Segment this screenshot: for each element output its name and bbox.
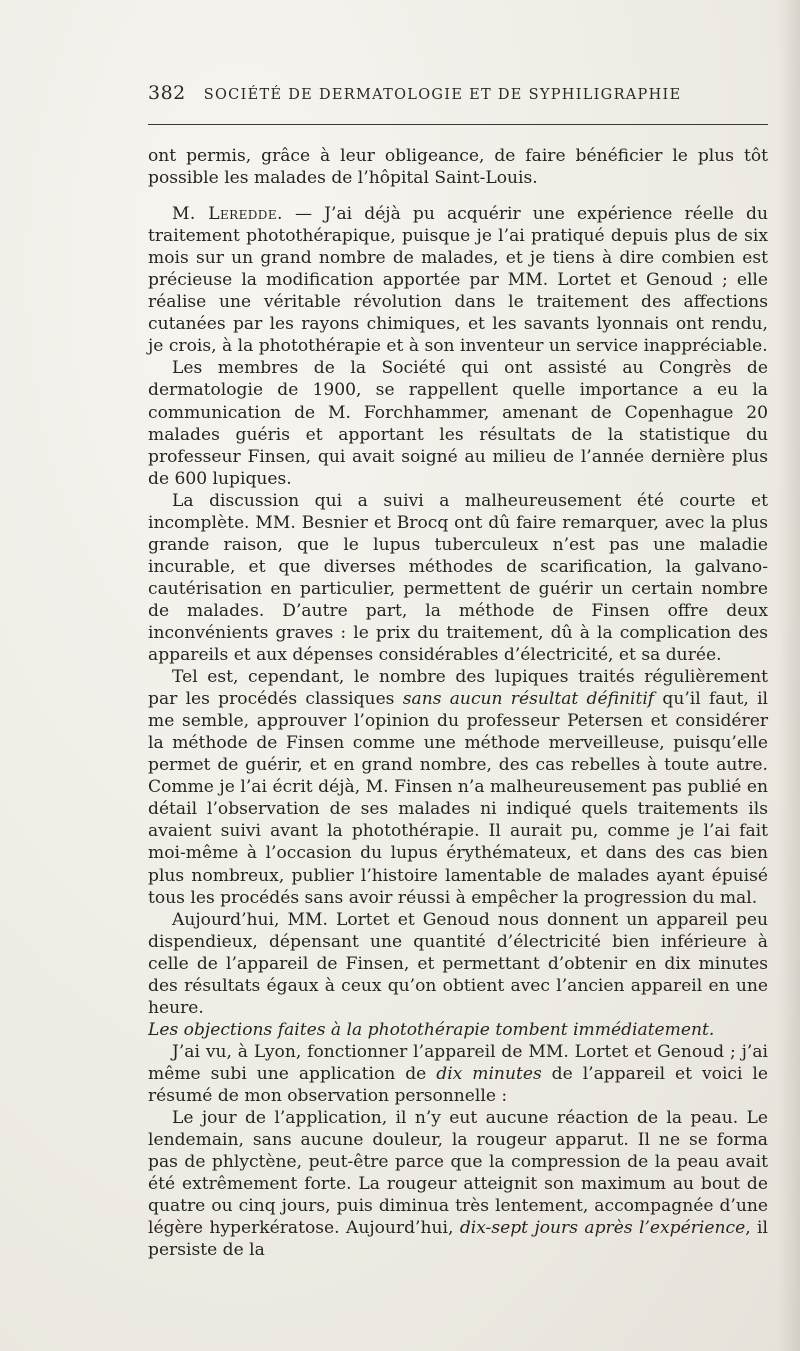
paragraph-observation-b: , il persiste de la — [148, 1218, 768, 1261]
paragraph-leredde-text: — J’ai déjà pu acquérir une expérience réelle du traitement photothérapique, puisque je l’ai pratiqué depuis plus de six mois sur un grand nombre de malades, et je tiens à dire combien est précieuse la modification apportée par MM. Lortet et Genoud ; elle réalise une véritable révolution dans le traitement des affections cutanées par les rayons chimiques, et les savants lyonnais ont rendu, je crois, à la photothérapie et à son inventeur un service inappréciable. — [148, 204, 768, 357]
paragraph-lyon-a: J’ai vu, à Lyon, fonctionner l’appareil de MM. Lortet et Genoud ; j’ai même subi une application de — [148, 1041, 768, 1084]
paragraph-observation-a: Le jour de l’application, il n’y eut aucune réaction de la peau. Le lendemain, sans aucune douleur, la rougeur apparut. Il ne se forma pas de phlyctène, peut-être parce que la compression de la peau avait été extrêmement forte. La rougeur atteignit son maximum au bout de quatre ou cinq jours, puis diminua très lentement, accompagnée d’une légère hyperkératose. Aujourd’hui, — [148, 1108, 768, 1239]
paragraph-observation-italic: dix-sept jours après l’expérience — [459, 1218, 746, 1239]
paragraph-continued: ont permis, grâce à leur obligeance, de faire bénéficier le plus tôt possible les malades de l’hôpital Saint-Louis. — [148, 146, 768, 189]
paragraph-observation — [148, 1107, 768, 1261]
paragraph-lyon-italic: dix minutes — [436, 1063, 542, 1084]
paragraph-congress: Les membres de la Société qui ont assisté au Congrès de dermatologie de 1900, se rappellent quelle importance a eu la communication de M. Forchhammer, amenant de Copenhague 20 malades guéris et apportant les résultats de la statistique du professeur Finsen, qui avait soigné au milieu de l’année dernière plus de 600 lupiques. — [148, 358, 768, 489]
paragraph-lupiques — [148, 666, 768, 909]
header-rule — [148, 124, 768, 125]
paragraph-lupiques-a: Tel est, cependant, le nombre des lupiques traités régulièrement par les procédés classiques — [148, 667, 768, 710]
page-edge-shadow — [778, 0, 800, 1351]
speaker-name: M. Leredde. — [172, 204, 283, 225]
journal-title: SOCIÉTÉ DE DERMATOLOGIE ET DE SYPHILIGRAPHIE — [203, 87, 682, 103]
running-head — [148, 82, 768, 120]
paragraph-objections: Les objections faites à la photothérapie tombent immédiatement. — [148, 1019, 715, 1040]
paragraph-discussion: La discussion qui a suivi a malheureusement été courte et incomplète. MM. Besnier et Brocq ont dû faire remarquer, avec la plus grande raison, que le lupus tuberculeux n’est pas une maladie incurable, et que diverses méthodes de scarification, la galvano-cautérisation en particulier, permettent de guérir un certain nombre de malades. D’autre part, la méthode de Finsen offre deux inconvénients graves : le prix du traitement, dû à la complication des appareils et aux dépenses considérables d’électricité, et sa durée. — [148, 490, 768, 666]
paragraph-lyon-b: de l’appareil et voici le résumé de mon observation personnelle : — [148, 1063, 768, 1106]
page-number: 382 — [148, 82, 186, 104]
book-page — [148, 82, 768, 1261]
paragraph-appareil: Aujourd’hui, MM. Lortet et Genoud nous donnent un appareil peu dispendieux, dépensant une quantité d’électricité bien inférieure à celle de l’appareil de Finsen, et permettant d’obtenir en dix minutes des résultats égaux à ceux qu’on obtient avec l’ancien appareil en une heure. — [148, 909, 768, 1018]
paragraph-lupiques-b: qu’il faut, il me semble, approuver l’opinion du professeur Petersen et considérer la méthode de Finsen comme une méthode merveilleuse, puisqu’elle permet de guérir, et en grand nombre, des cas rebelles à toute autre. Comme je l’ai écrit déjà, M. Finsen n’a malheureusement pas publié en détail l’observation de ses malades ni indiqué quels traitements ils avaient suivi avant la photothérapie. Il aurait pu, comme je l’ai fait moi-même à l’occasion du lupus érythémateux, et dans des cas bien plus nombreux, publier l’histoire lamentable de malades ayant épuisé tous les procédés sans avoir réussi à empêcher la progression du mal. — [148, 689, 768, 908]
paragraph-lupiques-italic: sans aucun résultat définitif — [402, 689, 655, 710]
body-text — [148, 145, 768, 1261]
paragraph-lyon — [148, 1041, 768, 1107]
paragraph-leredde — [148, 203, 768, 357]
